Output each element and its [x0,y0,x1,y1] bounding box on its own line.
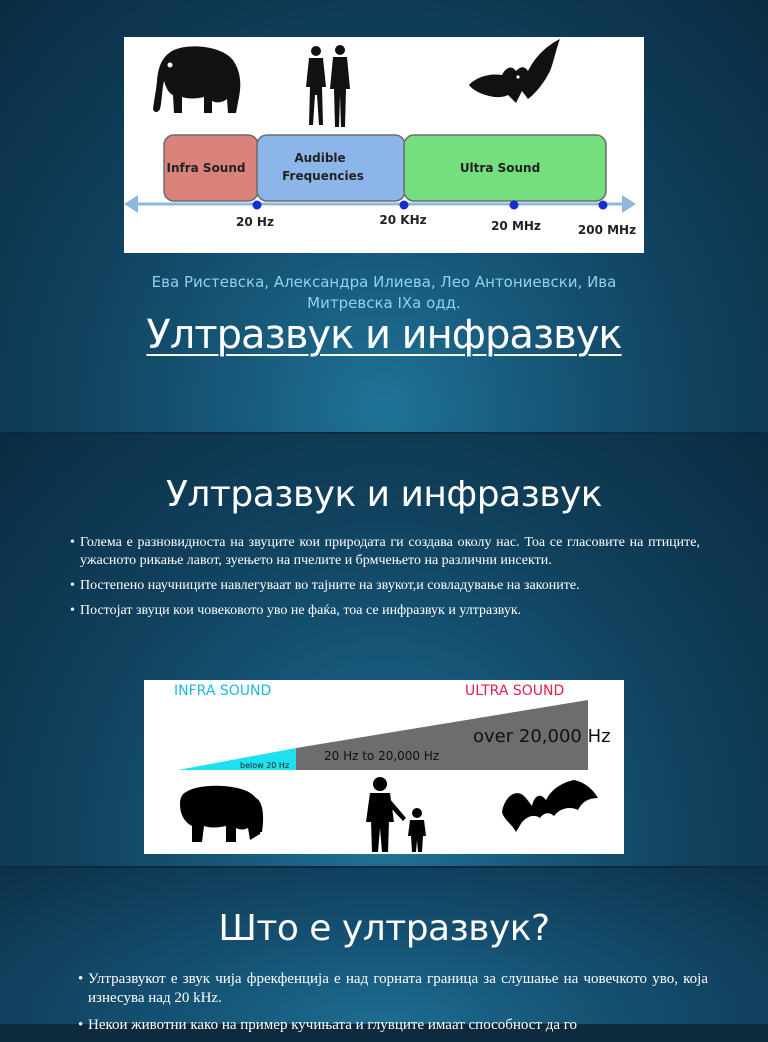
tick-label: 20 MHz [491,219,541,233]
axis-right-arrowhead [622,195,636,213]
ultra-sound-heading: ULTRA SOUND [465,683,565,699]
authors-line: Ева Ристевска, Александра Илиева, Лео Антониевски, Ива Митревска IXa одд. [151,273,617,312]
bullet-item: • Постепено научниците навлегуваат во тајните на звукот,и совладување на законите. [70,577,700,595]
audible-band [257,135,405,201]
tick-label: 20 Hz [236,215,274,229]
bullet-item: • Некои животни како на пример кучињата и глувците имаат способност да го [78,1016,708,1035]
elephant-icon [153,46,240,113]
slide-title: Што е ултразвук? [218,908,550,949]
bullet-item: • Ултразвукот е звук чија фрекфенција е над горната граница за слушање на човечкото уво, која изнесува над 20 kHz. [78,970,708,1008]
marker-200mhz [599,201,608,210]
bullet-item: • Голема е разновидноста на звуците кои природата ги создава околу нас. Тоа се гласовите на птиците, ужасното рикање лавот, зуењето на пчелите и брмчењето на различни инсекти. [70,534,700,570]
infra-ultra-sound-image [144,680,624,854]
slide-title: Ултразвук и инфразвук [165,474,603,515]
bullet-list [78,970,708,1042]
slide-title: Ултразвук и инфразвук [146,312,622,358]
marker-20mhz [510,201,519,210]
elephant-icon [180,786,263,842]
bat-icon [502,780,598,832]
adult-child-icon [366,777,426,852]
marker-20hz [253,201,262,210]
over-20000hz-label: over 20,000 Hz [473,726,611,747]
title-slide [0,0,768,432]
bullet-item: • Постојат звуци кои човековото уво не фаќа, тоа се инфразвук и ултразвук. [70,602,700,620]
audible-label: Audible [294,151,346,165]
frequencies-label: Frequencies [282,169,364,183]
axis-left-arrowhead [124,195,138,213]
tick-label: 200 MHz [577,223,637,237]
humans-icon [306,45,350,127]
infra-sound-label: Infra Sound [166,161,246,175]
range-label: 20 Hz to 20,000 Hz [324,749,440,763]
tick-label: 20 KHz [379,213,427,227]
marker-20khz [400,201,409,210]
below-20hz-label: below 20 Hz [240,761,290,770]
frequency-spectrum-image [124,37,644,253]
bullet-list [70,534,700,627]
bat-icon [469,39,560,103]
infra-sound-heading: INFRA SOUND [174,683,272,699]
ultra-sound-label: Ultra Sound [459,161,541,175]
